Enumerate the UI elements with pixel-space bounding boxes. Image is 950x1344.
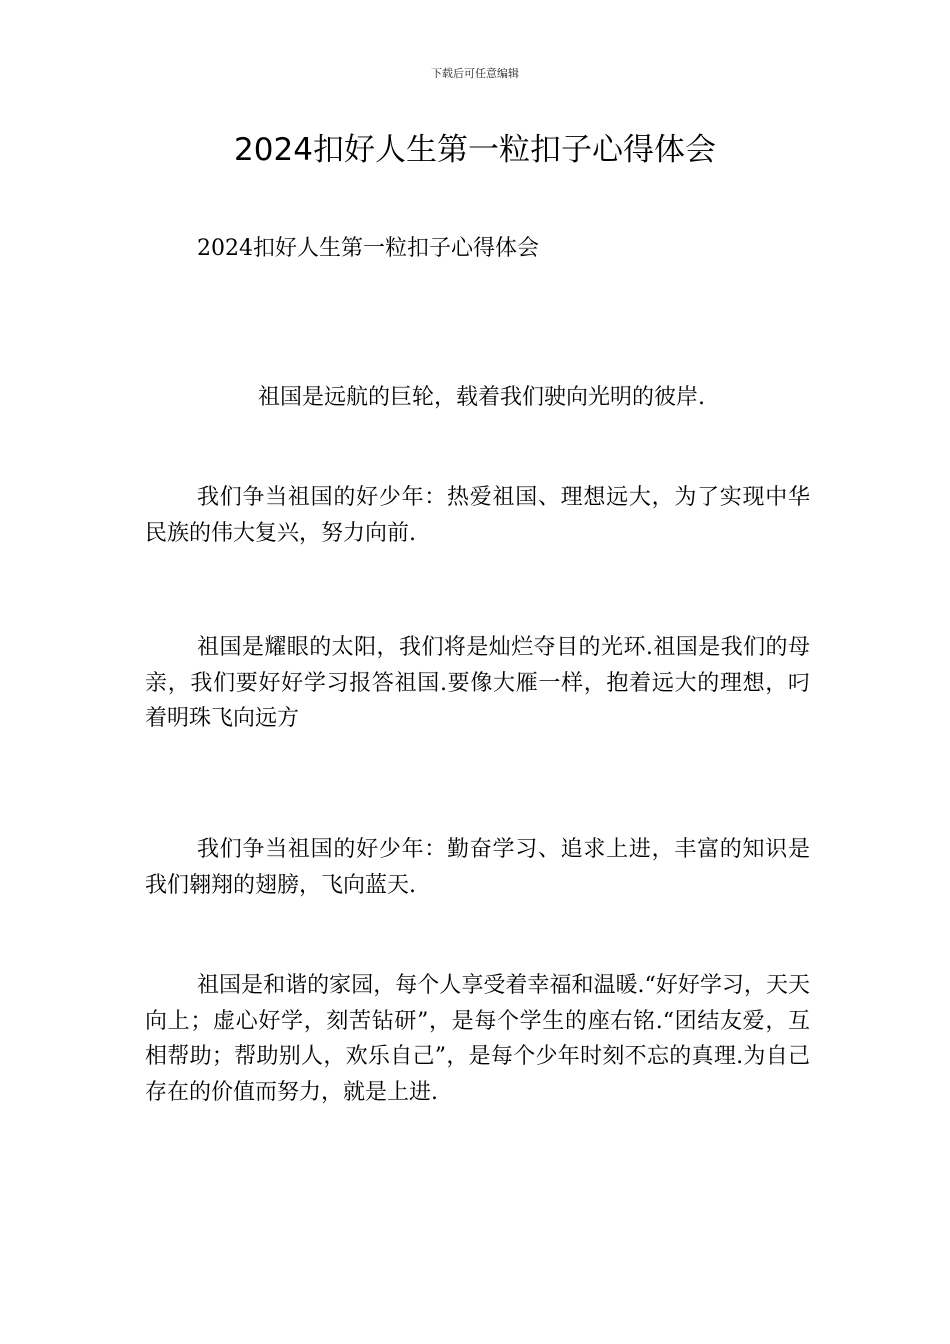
paragraph-3-block (145, 630, 810, 737)
paragraph-4-block (145, 832, 810, 903)
paragraph-2: 我们争当祖国的好少年：热爱祖国、理想远大，为了实现中华民族的伟大复兴，努力向前. (145, 485, 810, 546)
header-note: 下载后可任意编辑 (431, 67, 519, 80)
paragraph-1: 祖国是远航的巨轮，载着我们驶向光明的彼岸. (258, 385, 705, 410)
paragraph-2-block (145, 480, 810, 551)
document-title: 2024扣好人生第一粒扣子心得体会 (234, 132, 716, 168)
paragraph-5-block (145, 968, 810, 1110)
document-subtitle: 2024扣好人生第一粒扣子心得体会 (197, 236, 539, 261)
paragraph-3: 祖国是耀眼的太阳，我们将是灿烂夺目的光环.祖国是我们的母亲，我们要好好学习报答祖国.要像大雁一样，抱着远大的理想，叼着明珠飞向远方 (145, 635, 810, 731)
paragraph-5: 祖国是和谐的家园，每个人享受着幸福和温暖.“好好学习，天天向上；虚心好学，刻苦钻研”，是每个学生的座右铭.“团结友爱，互相帮助；帮助别人，欢乐自己”，是每个少年时刻不忘的真理.为自己存在的价值而努力，就是上进. (145, 973, 810, 1105)
paragraph-4: 我们争当祖国的好少年：勤奋学习、追求上进，丰富的知识是我们翱翔的翅膀，飞向蓝天. (145, 837, 810, 898)
